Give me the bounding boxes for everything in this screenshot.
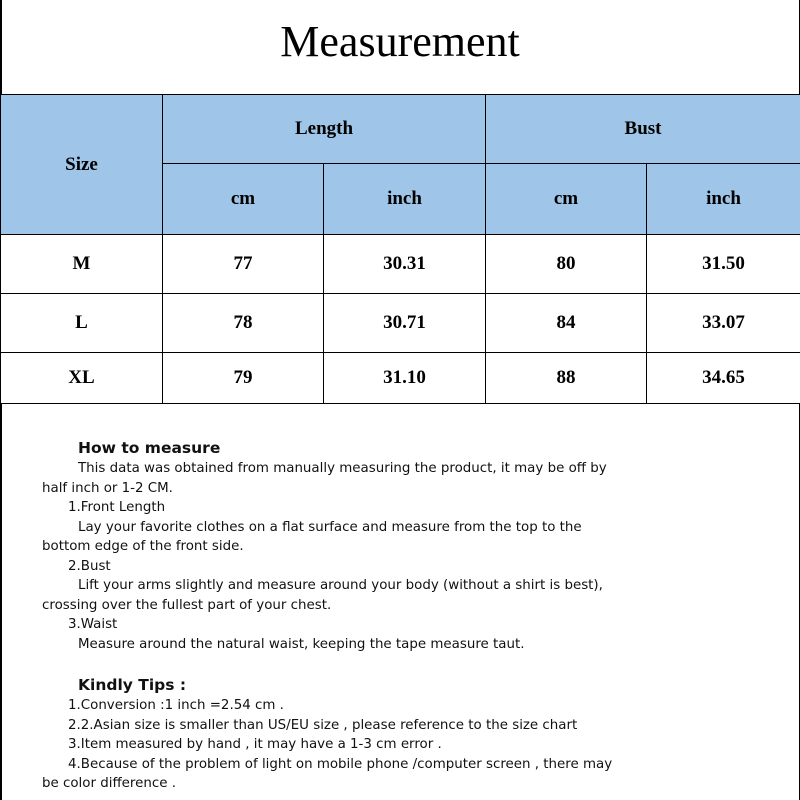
table-row xyxy=(1,294,800,353)
bust-inch-cell: 33.07 xyxy=(647,294,800,353)
tip-item: 2.2.Asian size is smaller than US/EU size , please reference to the size chart xyxy=(68,717,578,733)
tip-item: be color difference . xyxy=(42,776,176,791)
size-chart-table xyxy=(0,94,800,404)
bust-cm-cell: 88 xyxy=(486,353,647,404)
table-header-row xyxy=(1,95,800,164)
how-to-heading: How to measure xyxy=(78,439,221,457)
table-row xyxy=(1,235,800,294)
bust-cm-header: cm xyxy=(486,164,647,235)
length-inch-cell: 30.31 xyxy=(324,235,486,294)
bust-text: crossing over the fullest part of your chest. xyxy=(42,597,332,613)
bust-title: 2.Bust xyxy=(68,558,111,574)
tip-item: 4.Because of the problem of light on mobile phone /computer screen , there may xyxy=(68,756,613,772)
bust-cm-cell: 80 xyxy=(486,235,647,294)
front-length-text: bottom edge of the front side. xyxy=(42,539,244,554)
how-to-intro-line: This data was obtained from manually measuring the product, it may be off by xyxy=(78,461,607,476)
size-header: Size xyxy=(1,95,163,235)
page-title: Measurement xyxy=(280,17,520,66)
front-length-text: Lay your favorite clothes on a flat surface and measure from the top to the xyxy=(78,519,582,535)
bust-inch-cell: 31.50 xyxy=(647,235,800,294)
bust-inch-cell: 34.65 xyxy=(647,353,800,404)
tips-heading: Kindly Tips : xyxy=(78,676,187,694)
measurement-notes xyxy=(42,437,762,794)
table-row xyxy=(1,353,800,404)
front-length-title: 1.Front Length xyxy=(68,500,166,515)
waist-title: 3.Waist xyxy=(68,617,118,632)
length-inch-cell: 31.10 xyxy=(324,353,486,404)
how-to-intro-line: half inch or 1-2 CM. xyxy=(42,480,173,496)
size-cell: L xyxy=(1,294,163,353)
length-cm-header: cm xyxy=(163,164,324,235)
bust-cm-cell: 84 xyxy=(486,294,647,353)
size-cell: XL xyxy=(1,353,163,404)
bust-text: Lift your arms slightly and measure around your body (without a shirt is best), xyxy=(78,578,603,593)
length-inch-cell: 30.71 xyxy=(324,294,486,353)
waist-text: Measure around the natural waist, keeping the tape measure taut. xyxy=(78,636,525,652)
length-cm-cell: 79 xyxy=(163,353,324,404)
length-cm-cell: 78 xyxy=(163,294,324,353)
bust-header: Bust xyxy=(486,95,800,164)
bust-inch-header: inch xyxy=(647,164,800,235)
length-inch-header: inch xyxy=(324,164,486,235)
length-cm-cell: 77 xyxy=(163,235,324,294)
tip-item: 3.Item measured by hand , it may have a 1-3 cm error . xyxy=(68,737,442,752)
length-header: Length xyxy=(163,95,486,164)
size-cell: M xyxy=(1,235,163,294)
tip-item: 1.Conversion :1 inch =2.54 cm . xyxy=(68,698,284,713)
